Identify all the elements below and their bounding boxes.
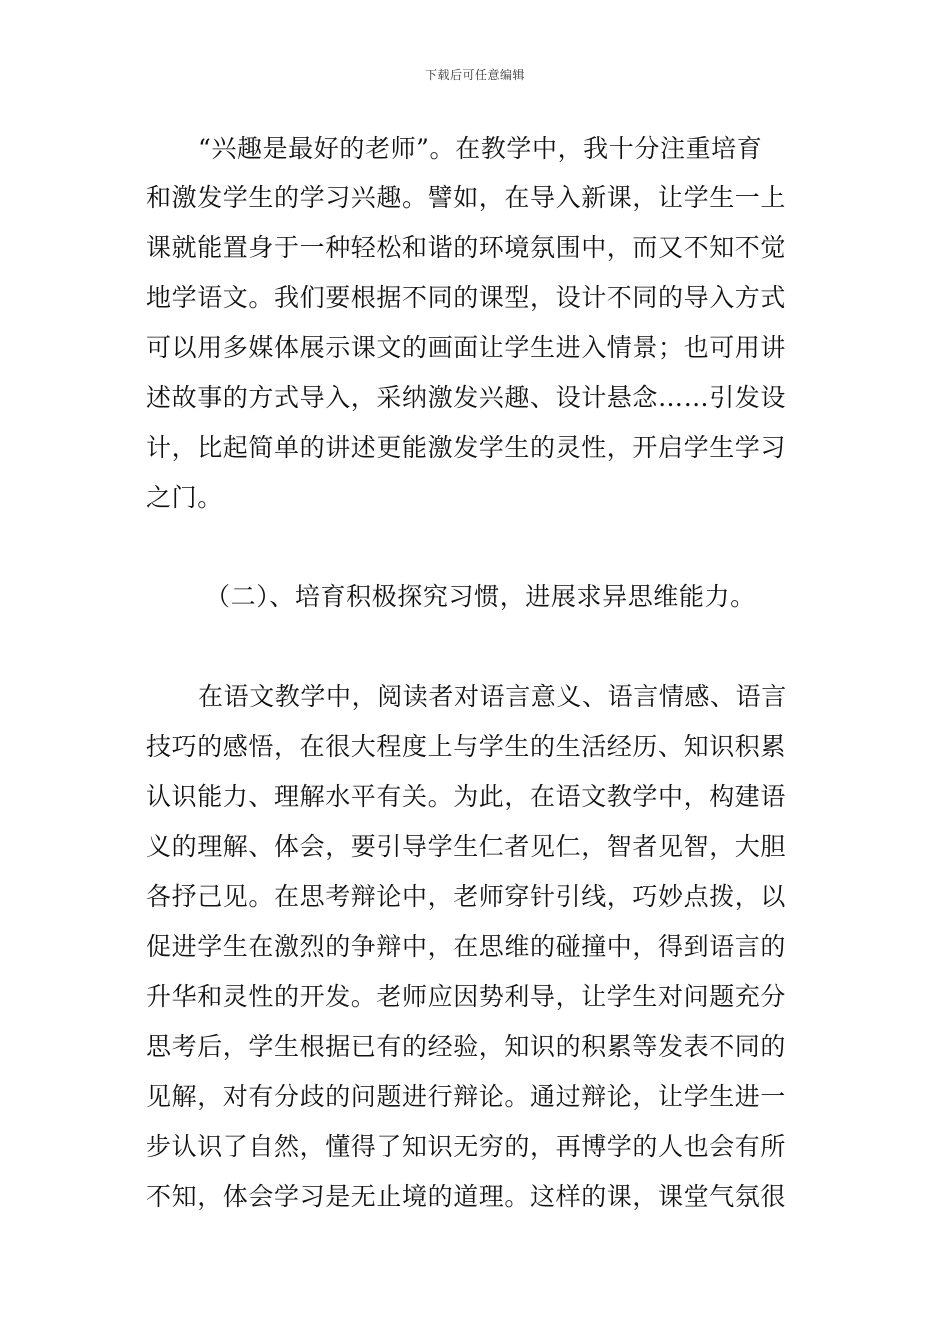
paragraph-2-line-8: 思考后，学生根据已有的经验，知识的积累等发表不同的 — [146, 1032, 787, 1061]
paragraph-1-line-7: 计，比起简单的讲述更能激发学生的灵性，开启学生学习 — [146, 433, 787, 462]
paragraph-2-line-2: 技巧的感悟，在很大程度上与学生的生活经历、知识积累 — [146, 732, 787, 761]
paragraph-2-line-6: 促进学生在激烈的争辩中，在思维的碰撞中，得到语言的 — [146, 932, 787, 961]
paragraph-1-line-4: 地学语文。我们要根据不同的课型，设计不同的导入方式 — [146, 283, 787, 312]
paragraph-2-line-4: 义的理解、体会，要引导学生仁者见仁，智者见智，大胆 — [146, 832, 787, 861]
paragraph-2-line-3: 认识能力、理解水平有关。为此，在语文教学中，构建语 — [146, 782, 787, 811]
paragraph-1-line-3: 课就能置身于一种轻松和谐的环境氛围中，而又不知不觉 — [146, 233, 787, 262]
paragraph-2-line-1: 在语文教学中，阅读者对语言意义、语言情感、语言 — [198, 682, 787, 711]
paragraph-1-line-8: 之门。 — [146, 483, 223, 512]
paragraph-2-line-11: 不知，体会学习是无止境的道理。这样的课，课堂气氛很 — [146, 1182, 787, 1211]
paragraph-1-line-1: “兴趣是最好的老师”。在教学中，我十分注重培育 — [198, 134, 763, 163]
paragraph-1-line-2: 和激发学生的学习兴趣。譬如，在导入新课，让学生一上 — [146, 183, 787, 212]
paragraph-2-line-10: 步认识了自然，懂得了知识无穷的，再博学的人也会有所 — [146, 1132, 787, 1161]
page-header: 下载后可任意编辑 — [424, 68, 525, 82]
section-heading: （二）、培育积极探究习惯，进展求异思维能力。 — [205, 582, 756, 611]
paragraph-2-line-5: 各抒己见。在思考辩论中，老师穿针引线，巧妙点拨，以 — [146, 882, 787, 911]
paragraph-1-line-5: 可以用多媒体展示课文的画面让学生进入情景；也可用讲 — [146, 333, 787, 362]
paragraph-2-line-7: 升华和灵性的开发。老师应因势利导，让学生对问题充分 — [146, 982, 787, 1011]
paragraph-1-line-6: 述故事的方式导入，采纳激发兴趣、设计悬念……引发设 — [146, 383, 787, 412]
paragraph-2-line-9: 见解，对有分歧的问题进行辩论。通过辩论，让学生进一 — [146, 1082, 787, 1111]
